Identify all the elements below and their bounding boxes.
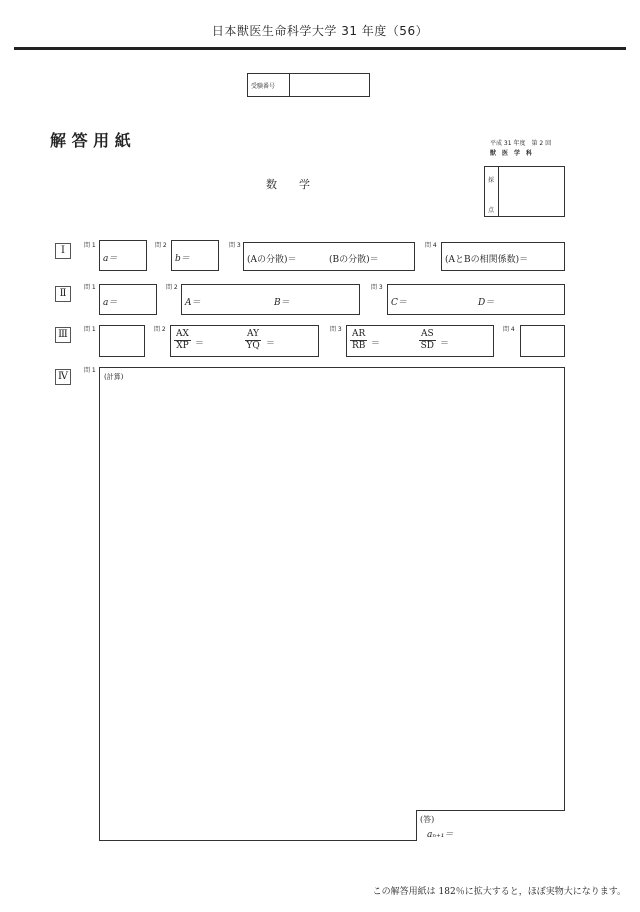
- s4-answer-text: aₙ₊₁＝: [427, 830, 454, 840]
- page-header-title: 日本獣医生命科学大学 31 年度（56）: [211, 24, 429, 38]
- s1-q2-answer-box[interactable]: [171, 240, 219, 271]
- section-2-number: Ⅱ: [55, 286, 71, 302]
- s3-q4-label: 問 4: [503, 326, 515, 333]
- s1-q4-text: (AとBの相関係数)＝: [445, 255, 529, 265]
- s3-q2-f2-denominator: YQ: [246, 341, 260, 351]
- s3-q3-answer-box[interactable]: [346, 325, 494, 357]
- department: 獣 医 学 科: [490, 150, 533, 157]
- year-round: 平成 31 年度 第 2 回: [490, 140, 552, 147]
- section-3-number: Ⅲ: [55, 327, 71, 343]
- s3-q2-fraction-2: [245, 329, 261, 352]
- s3-q3-label: 問 3: [330, 326, 342, 333]
- s3-q2-f1-numerator: AX: [176, 329, 189, 339]
- s3-q1-answer-box[interactable]: [99, 325, 145, 357]
- s3-q3-fraction-2: [419, 329, 436, 352]
- s2-q3-label: 問 3: [371, 284, 383, 291]
- s2-q2-text-b: B＝: [274, 298, 290, 308]
- s1-q3-answer-box[interactable]: [243, 242, 415, 271]
- exam-number-divider: [289, 74, 290, 96]
- s4-calc-label: (計算): [104, 373, 124, 381]
- s3-q2-eq-2: ＝: [266, 339, 276, 349]
- s1-q4-answer-box[interactable]: [441, 242, 565, 271]
- s3-q2-f1-denominator: XP: [176, 341, 189, 351]
- s1-q2-text: b＝: [175, 254, 190, 264]
- s4-q1-label: 問 1: [84, 367, 96, 374]
- subject-title: 数 学: [266, 178, 310, 191]
- s4-answer-box[interactable]: [416, 810, 565, 841]
- s3-q4-answer-box[interactable]: [520, 325, 565, 357]
- s1-q2-label: 問 2: [155, 242, 167, 249]
- s2-q2-answer-box[interactable]: [181, 284, 360, 315]
- s2-q3-text-b: D＝: [478, 298, 495, 308]
- exam-number-box: [247, 73, 370, 97]
- s3-q3-f1-numerator: AR: [352, 329, 366, 339]
- score-label-bottom: 点: [488, 207, 495, 214]
- s1-q1-text: a＝: [103, 254, 118, 264]
- s3-q3-fraction-1: [350, 329, 367, 352]
- s3-q2-fraction-1: [174, 329, 191, 352]
- s4-answer-label: (答): [420, 815, 435, 824]
- s2-q3-answer-box[interactable]: [387, 284, 565, 315]
- score-divider: [498, 167, 499, 216]
- s1-q1-label: 問 1: [84, 242, 96, 249]
- s4-calculation-area[interactable]: [99, 367, 565, 841]
- s2-q2-label: 問 2: [166, 284, 178, 291]
- s3-q2-label: 問 2: [154, 326, 166, 333]
- score-label-top: 採: [488, 177, 495, 184]
- s2-q1-text: a＝: [103, 298, 118, 308]
- section-4-number: Ⅳ: [55, 369, 71, 385]
- s1-q4-label: 問 4: [425, 242, 437, 249]
- s3-q2-eq-1: ＝: [195, 339, 205, 349]
- s3-q1-label: 問 1: [84, 326, 96, 333]
- s3-q2-f2-numerator: AY: [247, 329, 260, 339]
- s3-q2-answer-box[interactable]: [170, 325, 319, 357]
- s3-q3-f1-denominator: RB: [351, 341, 366, 351]
- s1-q3-text-b: (Bの分散)＝: [329, 255, 379, 265]
- exam-number-field[interactable]: [292, 77, 366, 93]
- sheet-title: 解 答 用 紙: [50, 131, 131, 150]
- s3-q3-f2-numerator: AS: [421, 329, 434, 339]
- s2-q3-text-a: C＝: [391, 298, 407, 308]
- s1-q3-label: 問 3: [229, 242, 241, 249]
- s2-q2-text-a: A＝: [185, 298, 201, 308]
- s2-q1-answer-box[interactable]: [99, 284, 157, 315]
- footer-note: この解答用紙は 182％に拡大すると，ほぼ実物大になります。: [372, 887, 626, 897]
- exam-number-label: 受験番号: [251, 83, 276, 90]
- s3-q3-eq-2: ＝: [440, 339, 450, 349]
- s3-q3-f2-denominator: SD: [420, 341, 435, 351]
- header-rule: [14, 47, 626, 50]
- s1-q3-text-a: (Aの分散)＝: [247, 255, 297, 265]
- s1-q1-answer-box[interactable]: [99, 240, 147, 271]
- score-box: [484, 166, 565, 217]
- s3-q3-eq-1: ＝: [371, 339, 381, 349]
- s2-q1-label: 問 1: [84, 284, 96, 291]
- section-1-number: Ⅰ: [55, 243, 71, 259]
